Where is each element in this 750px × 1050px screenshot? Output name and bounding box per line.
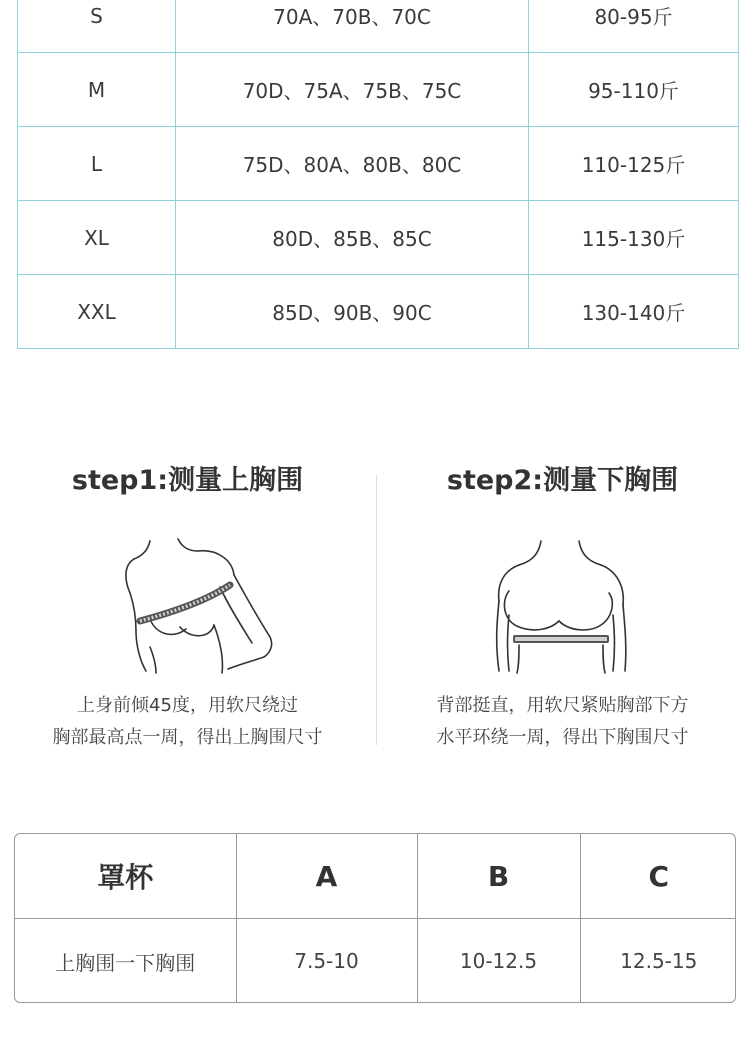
cup-size-table <box>14 833 736 1003</box>
band-cell: 80D、85B、85C <box>176 201 529 275</box>
measurement-steps <box>0 450 750 770</box>
step-upper-bust <box>0 450 375 770</box>
cup-table <box>15 834 736 1003</box>
step-desc-line: 胸部最高点一周，得出上胸围尺寸 <box>52 727 323 748</box>
cup-b-range: 10-12.5 <box>417 919 580 1004</box>
band-cell: 85D、90B、90C <box>176 275 529 349</box>
table-row <box>18 275 739 349</box>
table-row <box>18 0 739 53</box>
table-row <box>18 201 739 275</box>
header-label: 罩杯 <box>15 834 236 919</box>
weight-cell: 110-125斤 <box>529 127 739 201</box>
size-table <box>17 0 739 349</box>
step-title: step2:测量下胸围 <box>446 465 679 496</box>
table-row <box>18 127 739 201</box>
step-description <box>0 690 375 754</box>
step-under-bust <box>375 450 750 770</box>
header-cup-c: C <box>580 834 736 919</box>
step-divider <box>376 475 377 745</box>
band-cell: 70D、75A、75B、75C <box>176 53 529 127</box>
size-cell: XXL <box>18 275 176 349</box>
cup-c-range: 12.5-15 <box>620 949 698 973</box>
weight-cell: 130-140斤 <box>529 275 739 349</box>
size-cell: S <box>18 0 176 53</box>
header-cup-a: A <box>236 834 417 919</box>
cup-a-range: 7.5-10 <box>236 919 417 1004</box>
step-description <box>375 690 750 754</box>
header-cup-b: B <box>417 834 580 919</box>
band-cell: 70A、70B、70C <box>176 0 529 53</box>
step-desc-line: 背部挺直，用软尺紧贴胸部下方 <box>436 695 689 716</box>
row-label: 上胸围一下胸围 <box>15 919 236 1004</box>
upper-bust-measure-illustration <box>110 535 275 675</box>
under-bust-measure-illustration <box>485 535 650 675</box>
step-desc-line: 上身前倾45度，用软尺绕过 <box>77 695 298 716</box>
band-cell: 75D、80A、80B、80C <box>176 127 529 201</box>
table-row <box>18 53 739 127</box>
step-desc-line: 水平环绕一周，得出下胸围尺寸 <box>436 727 689 748</box>
weight-cell: 115-130斤 <box>529 201 739 275</box>
size-cell: M <box>18 53 176 127</box>
size-cell: L <box>18 127 176 201</box>
weight-cell: 95-110斤 <box>529 53 739 127</box>
size-cell: XL <box>18 201 176 275</box>
weight-cell: 80-95斤 <box>529 0 739 53</box>
step-title: step1:测量上胸围 <box>71 465 304 496</box>
table-row <box>15 919 736 1004</box>
table-header-row <box>15 834 736 919</box>
